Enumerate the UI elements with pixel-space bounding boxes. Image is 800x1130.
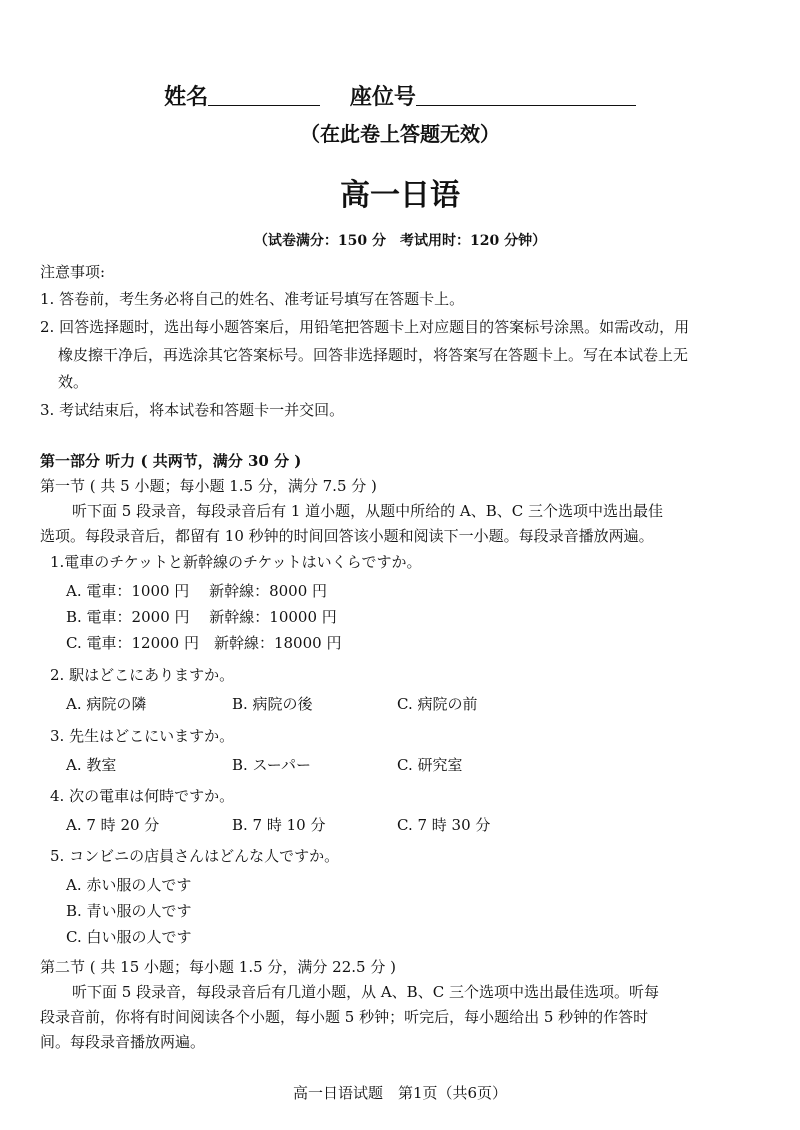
section2-instruction-line-3: 间。每段录音播放两遍。 bbox=[40, 1033, 206, 1051]
section1-instruction-line-1: 听下面 5 段录音，每段录音后有 1 道小题，从题中所给的 A、B、C 三个选项中选出最佳 bbox=[72, 502, 664, 520]
q3-option-c: C. 研究室 bbox=[397, 756, 463, 774]
q2-option-b: B. 病院の後 bbox=[232, 695, 313, 713]
part1-heading: 第一部分 听力 ( 共两节，满分 30 分 ) bbox=[40, 452, 302, 470]
q1-option-a: A. 電車：1000 円 新幹線：8000 円 bbox=[66, 582, 328, 600]
question-4: 4. 次の電車は何時ですか。 bbox=[50, 787, 235, 805]
student-info-line bbox=[0, 80, 800, 111]
q1-option-c: C. 電車：12000 円 新幹線：18000 円 bbox=[66, 634, 342, 652]
seat-blank[interactable] bbox=[416, 83, 636, 106]
q3-option-a: A. 教室 bbox=[66, 756, 117, 774]
note-item-2-line-2: 橡皮擦干净后，再选涂其它答案标号。回答非选择题时，将答案写在答题卡上。写在本试卷上无 bbox=[58, 346, 689, 364]
section1-heading: 第一节 ( 共 5 小题；每小题 1.5 分，满分 7.5 分 ) bbox=[40, 477, 377, 495]
invalid-note: （在此卷上答题无效） bbox=[300, 122, 500, 146]
page-title: 高一日语 bbox=[340, 178, 460, 213]
section2-instruction-line-2: 段录音前，你将有时间阅读各个小题，每小题 5 秒钟；听完后，每小题给出 5 秒钟的作答时 bbox=[40, 1008, 649, 1026]
exam-info: （试卷满分：150 分 考试用时：120 分钟） bbox=[253, 233, 547, 249]
notes-heading: 注意事项: bbox=[40, 263, 106, 281]
note-item-3: 3. 考试结束后，将本试卷和答题卡一并交回。 bbox=[40, 401, 345, 419]
q1-option-b: B. 電車：2000 円 新幹線：10000 円 bbox=[66, 608, 337, 626]
note-item-2-line-1: 2. 回答选择题时，选出每小题答案后，用铅笔把答题卡上对应题目的答案标号涂黑。如需改动，用 bbox=[40, 318, 690, 336]
q2-option-a: A. 病院の隣 bbox=[66, 695, 147, 713]
q3-option-b: B. スーパー bbox=[232, 756, 312, 774]
q4-option-c: C. 7 時 30 分 bbox=[397, 816, 491, 834]
question-3: 3. 先生はどこにいますか。 bbox=[50, 727, 235, 745]
name-label: 姓名 bbox=[164, 85, 209, 110]
q5-option-b: B. 青い服の人です bbox=[66, 902, 192, 920]
name-blank[interactable] bbox=[208, 83, 320, 106]
section2-heading: 第二节 ( 共 15 小题；每小题 1.5 分，满分 22.5 分 ) bbox=[40, 958, 396, 976]
q4-option-a: A. 7 時 20 分 bbox=[66, 816, 160, 834]
section1-instruction-line-2: 选项。每段录音后，都留有 10 秒钟的时间回答该小题和阅读下一小题。每段录音播放两遍。 bbox=[40, 527, 654, 545]
note-item-2-line-3: 效。 bbox=[58, 373, 89, 391]
note-item-1: 1. 答卷前，考生务必将自己的姓名、准考证号填写在答题卡上。 bbox=[40, 290, 465, 308]
seat-label: 座位号 bbox=[349, 85, 416, 110]
q5-option-a: A. 赤い服の人です bbox=[66, 876, 192, 894]
section2-instruction-line-1: 听下面 5 段录音，每段录音后有几道小题，从 A、B、C 三个选项中选出最佳选项。听每 bbox=[72, 983, 659, 1001]
q4-option-b: B. 7 時 10 分 bbox=[232, 816, 326, 834]
page-footer: 高一日语试题 第1页（共6页） bbox=[292, 1084, 508, 1102]
q2-option-c: C. 病院の前 bbox=[397, 695, 478, 713]
question-5: 5. コンビニの店員さんはどんな人ですか。 bbox=[50, 847, 340, 865]
question-2: 2. 駅はどこにありますか。 bbox=[50, 666, 235, 684]
q5-option-c: C. 白い服の人です bbox=[66, 928, 192, 946]
question-1: 1.電車のチケットと新幹線のチケットはいくらですか。 bbox=[50, 553, 422, 571]
